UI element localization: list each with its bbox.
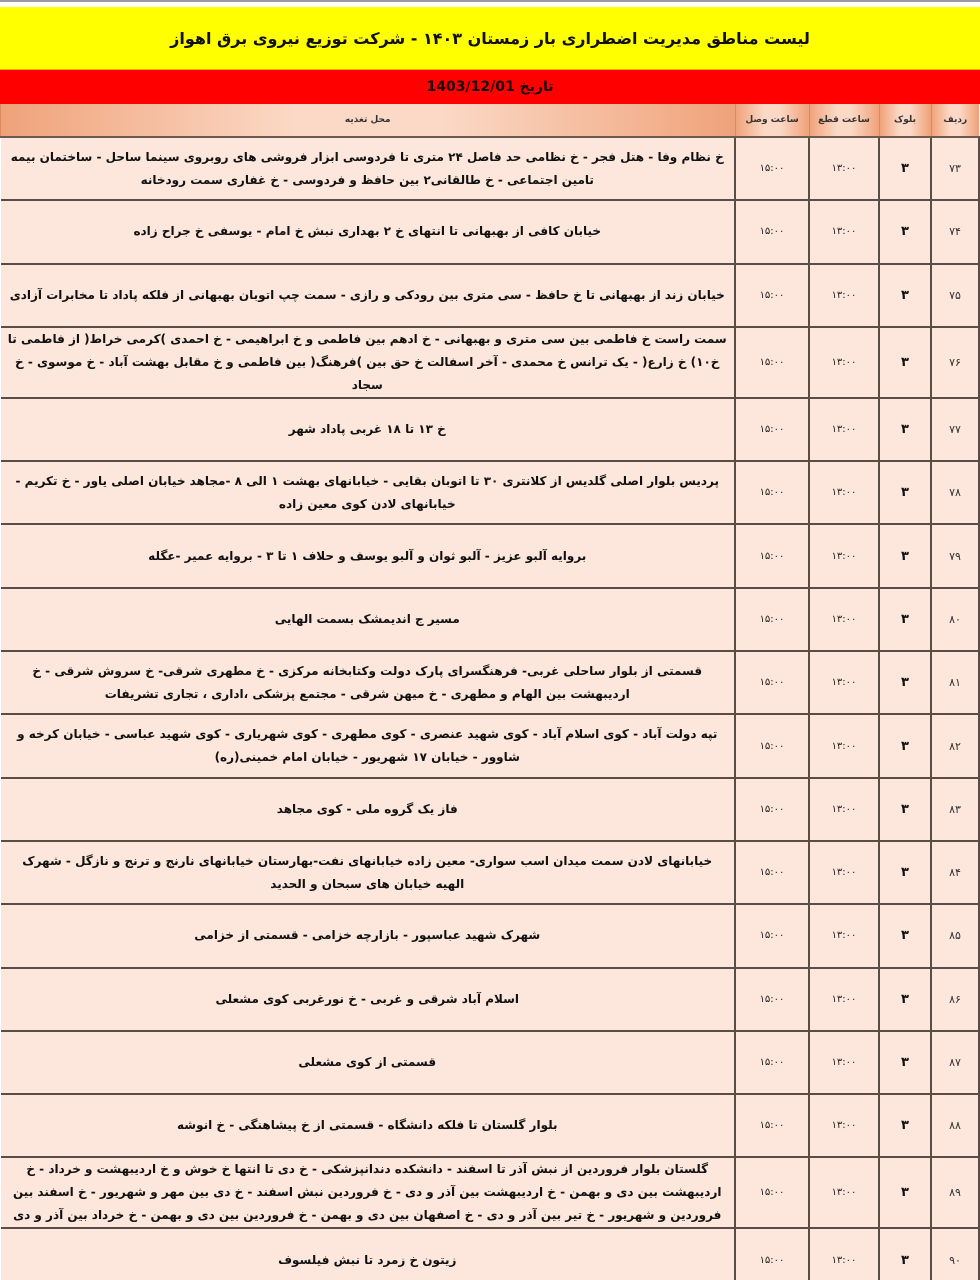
block-cell: ۳ bbox=[879, 1157, 931, 1228]
cut-time-cell: ۱۳:۰۰ bbox=[809, 714, 879, 777]
row-number-cell: ۸۶ bbox=[931, 968, 979, 1031]
row-number-cell: ۸۵ bbox=[931, 904, 979, 967]
connect-time-cell: ۱۵:۰۰ bbox=[735, 841, 809, 904]
location-cell: شهرک شهید عباسپور - بازارچه خزامی - قسمتی از خزامی bbox=[1, 904, 736, 967]
cut-time-cell: ۱۳:۰۰ bbox=[809, 327, 879, 398]
block-cell: ۳ bbox=[879, 778, 931, 841]
connect-time-cell: ۱۵:۰۰ bbox=[735, 264, 809, 327]
block-cell: ۳ bbox=[879, 1031, 931, 1094]
cut-time-cell: ۱۳:۰۰ bbox=[809, 588, 879, 651]
table-row bbox=[1, 137, 980, 200]
table-row bbox=[1, 1094, 980, 1157]
block-cell: ۳ bbox=[879, 327, 931, 398]
column-header-block: بلوک bbox=[879, 104, 931, 137]
block-cell: ۳ bbox=[879, 968, 931, 1031]
cut-time-cell: ۱۳:۰۰ bbox=[809, 778, 879, 841]
block-cell: ۳ bbox=[879, 137, 931, 200]
row-number-cell: ۸۱ bbox=[931, 651, 979, 714]
block-cell: ۳ bbox=[879, 264, 931, 327]
block-cell: ۳ bbox=[879, 200, 931, 263]
location-cell: فاز یک گروه ملی - کوی مجاهد bbox=[1, 778, 736, 841]
table-row bbox=[1, 264, 980, 327]
location-cell: خیابانهای لادن سمت میدان اسب سواری- معین زاده خیابانهای نفت-بهارستان خیابانهای نارنج و ترنج و نازگل - شهرک الهیه خیابان های سبحان و الحدید bbox=[1, 841, 736, 904]
cut-time-cell: ۱۳:۰۰ bbox=[809, 1094, 879, 1157]
table-row bbox=[1, 524, 980, 587]
connect-time-cell: ۱۵:۰۰ bbox=[735, 904, 809, 967]
cut-time-cell: ۱۳:۰۰ bbox=[809, 461, 879, 524]
block-cell: ۳ bbox=[879, 904, 931, 967]
connect-time-cell: ۱۵:۰۰ bbox=[735, 461, 809, 524]
connect-time-cell: ۱۵:۰۰ bbox=[735, 651, 809, 714]
cut-time-cell: ۱۳:۰۰ bbox=[809, 841, 879, 904]
table-row bbox=[1, 1157, 980, 1228]
location-cell: گلستان بلوار فروردین از نبش آذر تا اسفند - دانشکده دندانپزشکی - خ دی تا انتها خ خوش و خ اردیبهشت و خرداد - خ اردیبهشت بین دی و بهمن - خ اردیبهشت بین آذر و دی - خ فروردین نبش اسفند - خ دی بین مهر و شهریور - خ اسفند بین فروردین و شهریور - خ تیر بین آذر و دی - خ اصفهان بین دی و بهمن - خ فروردین بین دی و بهمن - خ خرداد بین آذر و دی bbox=[1, 1157, 736, 1228]
location-cell: خیابان زند از بهبهانی تا خ حافظ - سی متری بین رودکی و رازی - سمت چپ اتوبان بهبهانی از فلکه پاداد تا مخابرات آزادی bbox=[1, 264, 736, 327]
table-row bbox=[1, 1031, 980, 1094]
block-cell: ۳ bbox=[879, 841, 931, 904]
block-cell: ۳ bbox=[879, 651, 931, 714]
table-row bbox=[1, 588, 980, 651]
column-header-location: محل تغذیه bbox=[1, 104, 736, 137]
row-number-cell: ۸۹ bbox=[931, 1157, 979, 1228]
row-number-cell: ۸۰ bbox=[931, 588, 979, 651]
location-cell: خ ۱۳ تا ۱۸ غربی پاداد شهر bbox=[1, 398, 736, 461]
location-cell: اسلام آباد شرقی و غربی - خ نورغربی کوی مشعلی bbox=[1, 968, 736, 1031]
connect-time-cell: ۱۵:۰۰ bbox=[735, 1094, 809, 1157]
location-cell: سمت راست خ فاطمی بین سی متری و بهبهانی - خ ادهم بین فاطمی و خ ابراهیمی - خ احمدی )کرمی خراط( از فاطمی تا خ۱۰) خ زارع( - یک ترانس خ محمدی - آخر اسفالت خ حق بین )فرهنگ( بین فاطمی و خ مقابل بهشت آباد - خ موسوی - خ سجاد bbox=[1, 327, 736, 398]
location-cell: قسمتی از کوی مشعلی bbox=[1, 1031, 736, 1094]
block-cell: ۳ bbox=[879, 1228, 931, 1280]
location-cell: مسیر ج اندیمشک بسمت الهایی bbox=[1, 588, 736, 651]
date-banner: تاریخ 1403/12/01 bbox=[0, 70, 980, 104]
table-row bbox=[1, 398, 980, 461]
column-header-cut-time: ساعت قطع bbox=[809, 104, 879, 137]
top-border-line bbox=[0, 0, 980, 2]
table-row bbox=[1, 461, 980, 524]
connect-time-cell: ۱۵:۰۰ bbox=[735, 327, 809, 398]
cut-time-cell: ۱۳:۰۰ bbox=[809, 524, 879, 587]
location-cell: قسمتی از بلوار ساحلی غربی- فرهنگسرای پارک دولت وکتابخانه مرکزی - خ مطهری شرقی- خ سروش شرقی - خ اردیبهشت بین الهام و مطهری - خ میهن شرقی - مجتمع پزشکی ،اداری ، تجاری تشریفات bbox=[1, 651, 736, 714]
cut-time-cell: ۱۳:۰۰ bbox=[809, 1228, 879, 1280]
table-row bbox=[1, 1228, 980, 1280]
location-cell: بروایه آلبو عزیز - آلبو ثوان و آلبو یوسف و حلاف ۱ تا ۳ - بروایه عمیر -عگله bbox=[1, 524, 736, 587]
row-number-cell: ۹۰ bbox=[931, 1228, 979, 1280]
block-cell: ۳ bbox=[879, 461, 931, 524]
connect-time-cell: ۱۵:۰۰ bbox=[735, 588, 809, 651]
row-number-cell: ۷۶ bbox=[931, 327, 979, 398]
row-number-cell: ۸۲ bbox=[931, 714, 979, 777]
row-number-cell: ۷۸ bbox=[931, 461, 979, 524]
table-row bbox=[1, 904, 980, 967]
connect-time-cell: ۱۵:۰۰ bbox=[735, 200, 809, 263]
location-cell: بلوار گلستان تا فلکه دانشگاه - قسمتی از خ پیشاهنگی - خ انوشه bbox=[1, 1094, 736, 1157]
location-cell: تپه دولت آباد - کوی اسلام آباد - کوی شهید عنصری - کوی مطهری - کوی شهریاری - کوی شهید عباسی - خیابان کرخه و شاوور - خیابان ۱۷ شهریور - خیابان امام خمینی(ره) bbox=[1, 714, 736, 777]
column-header-connect-time: ساعت وصل bbox=[735, 104, 809, 137]
connect-time-cell: ۱۵:۰۰ bbox=[735, 714, 809, 777]
row-number-cell: ۸۴ bbox=[931, 841, 979, 904]
connect-time-cell: ۱۵:۰۰ bbox=[735, 524, 809, 587]
row-number-cell: ۷۵ bbox=[931, 264, 979, 327]
block-cell: ۳ bbox=[879, 1094, 931, 1157]
cut-time-cell: ۱۳:۰۰ bbox=[809, 651, 879, 714]
column-header-row-number: ردیف bbox=[931, 104, 979, 137]
table-row bbox=[1, 714, 980, 777]
table-row bbox=[1, 778, 980, 841]
table-row bbox=[1, 327, 980, 398]
cut-time-cell: ۱۳:۰۰ bbox=[809, 968, 879, 1031]
row-number-cell: ۸۷ bbox=[931, 1031, 979, 1094]
connect-time-cell: ۱۵:۰۰ bbox=[735, 778, 809, 841]
row-number-cell: ۷۴ bbox=[931, 200, 979, 263]
location-cell: زیتون خ زمرد تا نبش فیلسوف bbox=[1, 1228, 736, 1280]
block-cell: ۳ bbox=[879, 398, 931, 461]
location-cell: پردیس بلوار اصلی گلدیس از کلانتری ۳۰ تا اتوبان بقایی - خیابانهای بهشت ۱ الی ۸ -مجاهد خیابان اصلی یاور - خ تکریم - خیابانهای لادن کوی معین زاده bbox=[1, 461, 736, 524]
page-title: لیست مناطق مدیریت اضطراری بار زمستان ۱۴۰۳ - شرکت توزیع نیروی برق اهواز bbox=[0, 7, 980, 70]
cut-time-cell: ۱۳:۰۰ bbox=[809, 904, 879, 967]
location-cell: خیابان کافی از بهبهانی تا انتهای خ ۲ بهداری نبش خ امام - یوسفی خ جراح زاده bbox=[1, 200, 736, 263]
connect-time-cell: ۱۵:۰۰ bbox=[735, 1157, 809, 1228]
block-cell: ۳ bbox=[879, 588, 931, 651]
connect-time-cell: ۱۵:۰۰ bbox=[735, 1031, 809, 1094]
row-number-cell: ۸۸ bbox=[931, 1094, 979, 1157]
cut-time-cell: ۱۳:۰۰ bbox=[809, 1157, 879, 1228]
connect-time-cell: ۱۵:۰۰ bbox=[735, 137, 809, 200]
cut-time-cell: ۱۳:۰۰ bbox=[809, 200, 879, 263]
outage-schedule-table bbox=[0, 104, 980, 1280]
cut-time-cell: ۱۳:۰۰ bbox=[809, 137, 879, 200]
row-number-cell: ۷۹ bbox=[931, 524, 979, 587]
connect-time-cell: ۱۵:۰۰ bbox=[735, 1228, 809, 1280]
block-cell: ۳ bbox=[879, 714, 931, 777]
table-header-row bbox=[1, 104, 980, 137]
table-row bbox=[1, 651, 980, 714]
table-row bbox=[1, 200, 980, 263]
row-number-cell: ۸۳ bbox=[931, 778, 979, 841]
row-number-cell: ۷۷ bbox=[931, 398, 979, 461]
table-row bbox=[1, 841, 980, 904]
table-row bbox=[1, 968, 980, 1031]
location-cell: خ نظام وفا - هتل فجر - خ نظامی حد فاصل ۲۴ متری تا فردوسی ابزار فروشی های روبروی سینما ساحل - ساختمان بیمه تامین اجتماعی - خ طالقانی۲ بین حافظ و فردوسی - خ غفاری سمت رودخانه bbox=[1, 137, 736, 200]
cut-time-cell: ۱۳:۰۰ bbox=[809, 398, 879, 461]
cut-time-cell: ۱۳:۰۰ bbox=[809, 264, 879, 327]
row-number-cell: ۷۳ bbox=[931, 137, 979, 200]
cut-time-cell: ۱۳:۰۰ bbox=[809, 1031, 879, 1094]
connect-time-cell: ۱۵:۰۰ bbox=[735, 398, 809, 461]
connect-time-cell: ۱۵:۰۰ bbox=[735, 968, 809, 1031]
block-cell: ۳ bbox=[879, 524, 931, 587]
